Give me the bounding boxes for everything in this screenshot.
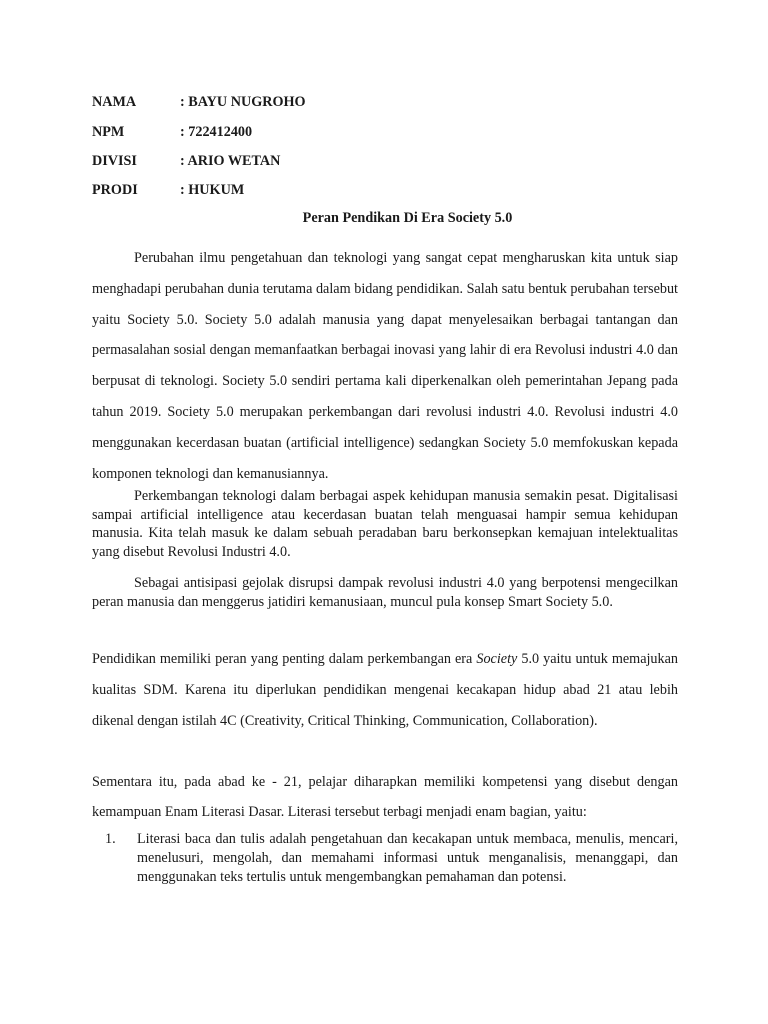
paragraph-text: Pendidikan memiliki peran yang penting dalam perkembangan era xyxy=(92,651,477,667)
paragraph-italic-term: Society xyxy=(476,651,518,667)
identity-row-prodi xyxy=(92,182,244,199)
list-item-number: 1. xyxy=(105,831,116,847)
paragraph-disruption: Sebagai antisipasi gejolak disrupsi dampak revolusi industri 4.0 yang berpotensi mengecilkan peran manusia dan menggerus jatidiri kemanusiaan, muncul pula konsep Smart Society 5.0. xyxy=(92,575,678,610)
identity-key: PRODI xyxy=(92,182,138,198)
identity-value: : HUKUM xyxy=(180,182,245,198)
document-title: Peran Pendikan Di Era Society 5.0 xyxy=(302,210,513,226)
identity-value: : ARIO WETAN xyxy=(180,153,281,169)
identity-key: NAMA xyxy=(92,94,137,110)
literacy-list xyxy=(92,830,678,887)
paragraph-education-role xyxy=(92,644,678,736)
paragraph-technology-development: Perkembangan teknologi dalam berbagai aspek kehidupan manusia semakin pesat. Digitalisasi sampai artificial intelligence atau kecerdasan buatan telah menguasai hampir semua kehidupan manusia. Kita telah masuk ke dalam sebuah peradaban baru berkonsepkan kemajuan intelektualitas yang disebut Revolusi Industri 4.0. xyxy=(92,488,678,560)
list-item xyxy=(92,830,678,887)
paragraph-literacy-intro: Sementara itu, pada abad ke - 21, pelajar diharapkan memiliki kompetensi yang disebut dengan kemampuan Enam Literasi Dasar. Literasi tersebut terbagi menjadi enam bagian, yaitu: xyxy=(92,774,678,820)
paragraph-society-intro: Perubahan ilmu pengetahuan dan teknologi yang sangat cepat mengharuskan kita untuk siap menghadapi perubahan dunia terutama dalam bidang pendidikan. Salah satu bentuk perubahan tersebut yaitu Society 5.0. Society 5.0 adalah manusia yang dapat menyelesaikan berbagai tantangan dan permasalahan sosial dengan memanfaatkan berbagai inovasi yang lahir di era Revolusi industri 4.0 dan berpusat di teknologi. Society 5.0 sendiri pertama kali diperkenalkan oleh pemerintahan Jepang pada tahun 2019. Society 5.0 merupakan perkembangan dari revolusi industri 4.0. Revolusi industri 4.0 menggunakan kecerdasan buatan (artificial intelligence) sedangkan Society 5.0 memfokuskan kepada komponen teknologi dan kemanusiannya. xyxy=(92,250,678,482)
list-item-text: Literasi baca dan tulis adalah pengetahuan dan kecakapan untuk membaca, menulis, mencari, menelusuri, mengolah, dan memahami informasi untuk menganalisis, menanggapi, dan menggunakan teks tertulis untuk mengembangkan pemahaman dan potensi. xyxy=(137,831,678,885)
identity-value: : 722412400 xyxy=(180,124,253,140)
identity-key: NPM xyxy=(92,124,125,140)
identity-value: : BAYU NUGROHO xyxy=(180,94,306,110)
identity-row-npm xyxy=(92,124,252,141)
paragraph-text: 5.0 yaitu untuk memajukan kualitas SDM. Karena itu diperlukan pendidikan mengenai kecakapan hidup abad 21 atau lebih dikenal dengan istilah 4C (Creativity, Critical Thinking, Communication, Collaboration). xyxy=(92,651,679,729)
identity-row-divisi xyxy=(92,153,280,170)
identity-key: DIVISI xyxy=(92,153,137,169)
identity-row-nama xyxy=(92,94,306,111)
